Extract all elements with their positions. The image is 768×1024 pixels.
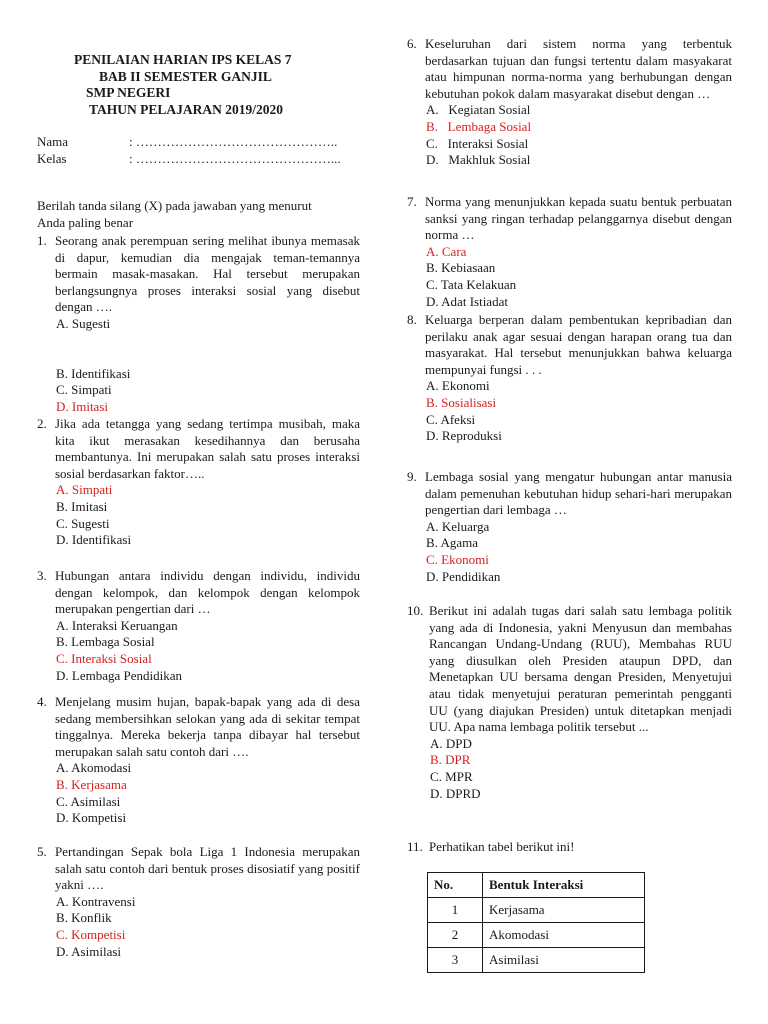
option-a[interactable]: A. Interaksi Keruangan [56,617,178,633]
option-d[interactable]: D. Makhluk Sosial [426,152,531,168]
question-number: 9. [407,469,417,484]
question-9 [407,469,732,585]
question-1 [37,233,360,415]
name-label: Nama [37,134,69,149]
exam-header [37,52,360,118]
name-field[interactable]: : ……………………………………….. [129,134,338,149]
option-c[interactable]: C. Asimilasi [56,793,121,809]
question-number: 11. [407,839,423,854]
question-text: Keluarga berperan dalam pembentukan kepribadian dan perilaku anak agar sesuai dengan harapan orang tua dan masyarakat. Hal tersebut menunjukkan bahwa keluarga mempunyai fungsi . . . [425,312,732,377]
identity-block [37,134,360,167]
option-d[interactable]: D. DPRD [430,785,481,801]
question-number: 7. [407,194,417,209]
table-cell-bentuk: Akomodasi [483,923,645,948]
table-cell-no: 1 [428,898,483,923]
table-row [428,948,645,973]
option-b[interactable]: B. Kebiasaan [426,260,496,276]
option-d-answer[interactable]: D. Imitasi [56,398,108,414]
question-text: Norma yang menunjukkan kepada suatu bentuk perbuatan sanksi yang ringan terhadap pelanggarnya disebut dengan norma … [425,194,732,243]
table-cell-bentuk: Kerjasama [483,898,645,923]
option-c[interactable]: C. Tata Kelakuan [426,276,517,292]
question-7 [407,194,732,310]
class-field[interactable]: : ………………………………………... [129,150,341,166]
class-row [37,151,360,168]
table-row [428,898,645,923]
question-number: 10. [407,603,424,618]
option-d[interactable]: D. Adat Istiadat [426,293,508,309]
table-cell-no: 2 [428,923,483,948]
question-8 [407,312,732,445]
option-c[interactable]: C. Afeksi [426,411,476,427]
table-cell-no: 3 [428,948,483,973]
exam-chapter: BAB II SEMESTER GANJIL [99,68,272,84]
option-c[interactable]: C. Sugesti [56,515,110,531]
table-row [428,923,645,948]
option-b-answer[interactable]: B. Sosialisasi [426,394,497,410]
question-text: Keseluruhan dari sistem norma yang terbentuk berdasarkan tujuan dan fungsi tertentu dalam masyakarat atau himpunan norma-norma yang berhubungan dengan kebutuhan pokok dalam masyarakat disebut dengan … [425,36,732,101]
instruction: Berilah tanda silang (X) pada jawaban yang menurut Anda paling benar [37,198,312,230]
question-text: Lembaga sosial yang mengatur hubungan antar manusia dalam pemenuhan kebutuhan hidup sehari-hari merupakan pengertian dari lembaga … [425,469,732,518]
option-a[interactable]: A. Keluarga [426,518,490,534]
question-2 [37,416,360,549]
option-b[interactable]: B. Identifikasi [56,365,131,381]
table-header-no: No. [428,873,483,898]
option-d[interactable]: D. Identifikasi [56,532,132,548]
option-b[interactable]: B. Konflik [56,910,112,926]
option-c[interactable]: C. Interaksi Sosial [426,135,529,151]
name-row [37,134,360,151]
option-b-answer[interactable]: B. DPR [430,752,471,768]
question-number: 8. [407,312,417,327]
question-5 [37,844,360,960]
option-a[interactable]: A. Kegiatan Sosial [426,102,531,118]
option-c[interactable]: C. Simpati [56,382,112,398]
question-number: 1. [37,233,47,248]
option-c-answer[interactable]: C. Interaksi Sosial [56,650,152,666]
table-cell-bentuk: Asimilasi [483,948,645,973]
question-number: 5. [37,844,47,859]
question-10 [407,603,732,802]
question-text: Pertandingan Sepak bola Liga 1 Indonesia merupakan salah satu contoh dari bentuk proses disosiatif yang positif yakni …. [55,844,360,893]
exam-title: PENILAIAN HARIAN IPS KELAS 7 [74,52,292,67]
option-a-answer[interactable]: A. Simpati [56,482,113,498]
class-label: Kelas [37,150,67,166]
table-header-bentuk: Bentuk Interaksi [483,873,645,898]
option-b[interactable]: B. Lembaga Sosial [56,634,155,650]
option-b[interactable]: B. Imitasi [56,498,108,514]
option-a[interactable]: A. Sugesti [56,315,111,331]
exam-school: SMP NEGERI [86,85,171,101]
question-number: 3. [37,568,47,583]
option-c-answer[interactable]: C. Kompetisi [56,926,126,942]
question-3 [37,568,360,684]
option-a[interactable]: A. Ekonomi [426,378,490,394]
question-text: Perhatikan tabel berikut ini! [429,839,575,854]
option-d[interactable]: D. Reproduksi [426,428,502,444]
question-text: Berikut ini adalah tugas dari salah satu lembaga politik yang ada di Indonesia, yakni Menyusun dan membahas Rancangan Undang-Undang (RUU), Membahas RUU yang diusulkan oleh Presiden ataupun DPD, dan Menetapkan UU bersama dengan Presiden, Menyetujui atau tidak menyetujui peraturan pemerintah pengganti UU (yang diajukan Presiden) untuk ditetapkan menjadi UU. Apa nama lembaga politik tersebut ... [429,603,732,735]
interaction-table [427,872,645,973]
option-c-answer[interactable]: C. Ekonomi [426,551,489,567]
option-b-answer[interactable]: B. Lembaga Sosial [426,118,532,134]
option-d[interactable]: D. Pendidikan [426,568,501,584]
option-c[interactable]: C. MPR [430,768,473,784]
option-d[interactable]: D. Kompetisi [56,810,127,826]
question-6 [407,36,732,169]
question-number: 4. [37,694,47,709]
question-number: 2. [37,416,47,431]
option-a[interactable]: A. Kontravensi [56,893,136,909]
option-a-answer[interactable]: A. Cara [426,243,467,259]
option-b[interactable]: B. Agama [426,535,478,551]
question-number: 6. [407,36,417,51]
option-a[interactable]: A. DPD [430,735,472,751]
question-text: Menjelang musim hujan, bapak-bapak yang ada di desa sedang membersihkan selokan yang ada di sekitar tempat tinggalnya. Mereka bekerja tanpa dibayar hal tersebut merupakan salah satu contoh dari …. [55,694,360,759]
option-d[interactable]: D. Lembaga Pendidikan [56,667,182,683]
question-4 [37,694,360,827]
exam-year: TAHUN PELAJARAN 2019/2020 [89,101,284,117]
question-11 [407,839,732,856]
option-d[interactable]: D. Asimilasi [56,943,122,959]
table-header-row [428,873,645,898]
question-text: Seorang anak perempuan sering melihat ibunya memasak di dapur, kemudian dia mengajak teman-temannya bermain masak-masakan. Hal tersebut merupakan berlangsungnya proses interaksi sosial yang disebut dengan …. [55,233,360,315]
option-b-answer[interactable]: B. Kerjasama [56,776,127,792]
question-text: Jika ada tetangga yang sedang tertimpa musibah, maka kita ikut merasakan kesedihannya dan berusaha membantunya. Ini merupakan salah satu proses interaksi sosial berdasarkan faktor….. [55,416,360,481]
option-a[interactable]: A. Akomodasi [56,760,132,776]
question-text: Hubungan antara individu dengan individu, individu dengan kelompok, dan kelompok dengan kelompok merupakan pengertian dari … [55,568,360,617]
